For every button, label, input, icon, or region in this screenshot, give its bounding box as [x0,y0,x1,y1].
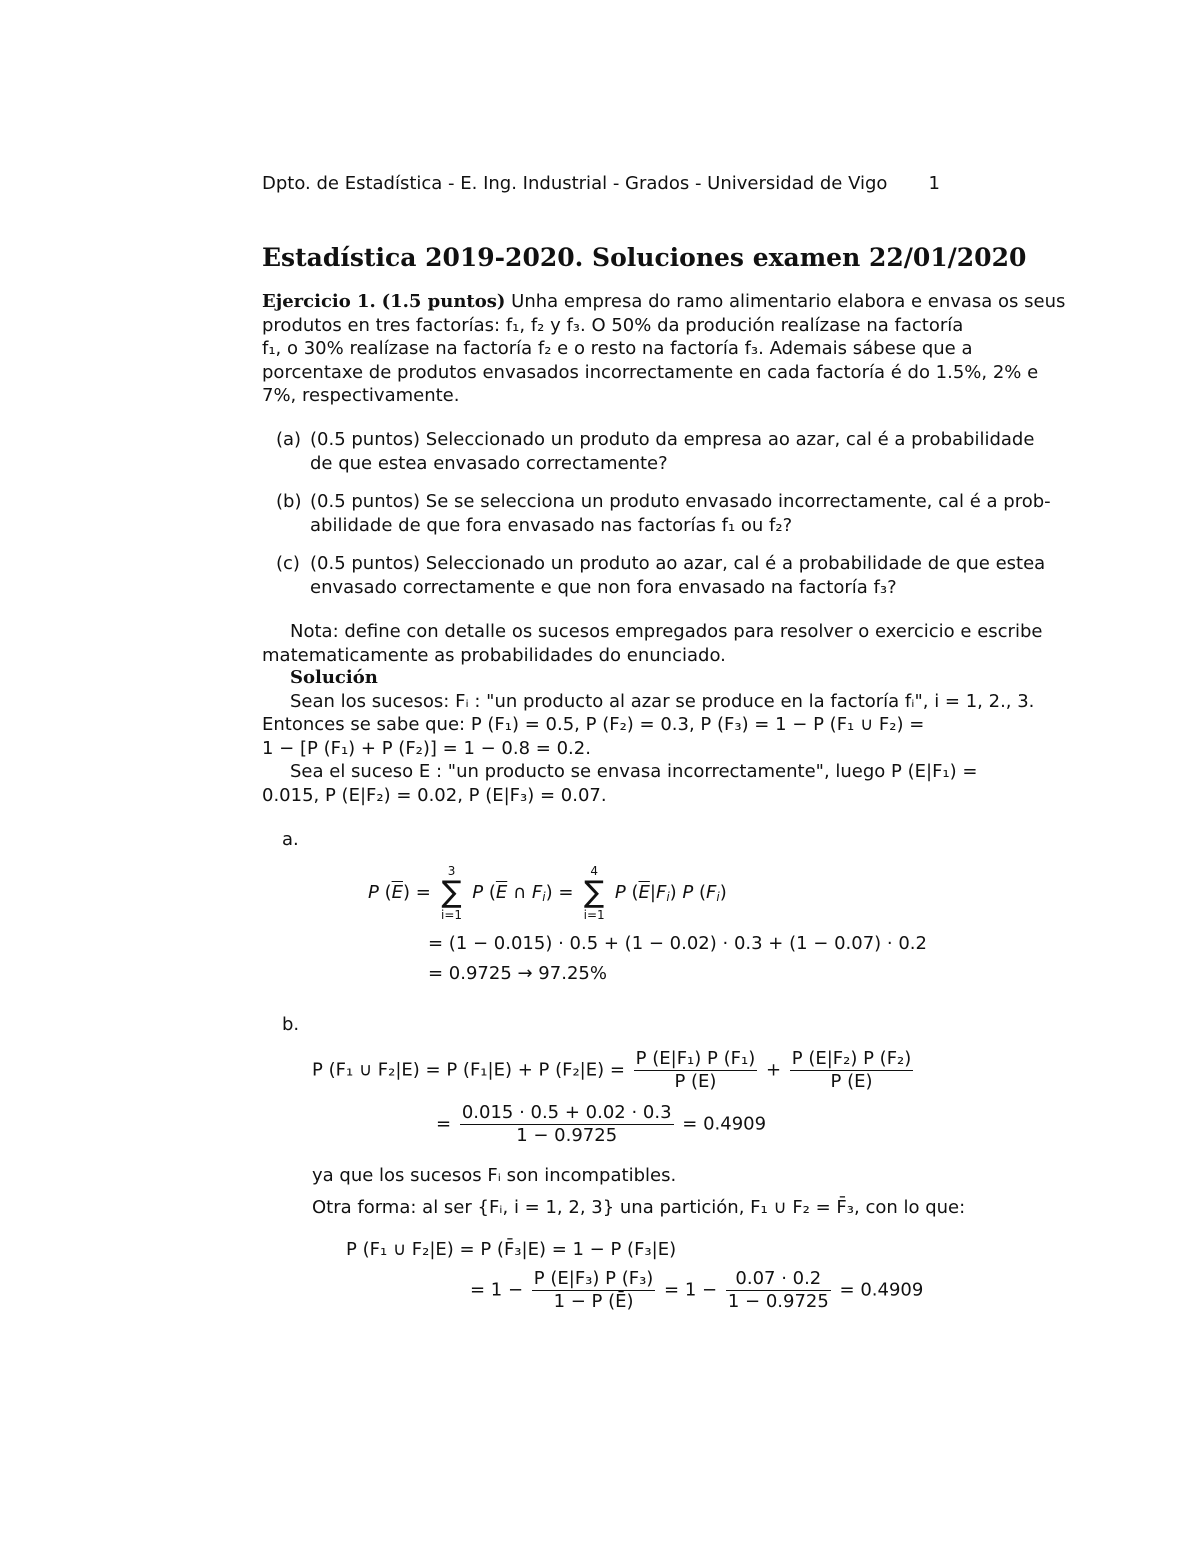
question-item-c [276,552,1046,600]
running-header [262,172,940,196]
sum-symbol: 3 ∑ i=1 [441,864,463,922]
part-b-label: b. [282,1014,300,1035]
statement-line: porcentaxe de produtos envasados incorrectamente en cada factoría é do 1.5%, 2% e [262,361,1039,383]
equation-b-line-1: P (F₁ ∪ F₂|E) = P (F₁|E) + P (F₂|E) = $\frac{\text{P (E|F₁) P (F₁)}}{P (E)}$ + $\frac{\text{P (E|F₂) P (F₂)}}{P (E)}$ [312,1048,912,1092]
equation-a-line-2: = (1 − 0.015) · 0.5 + (1 − 0.02) · 0.3 + (1 − 0.07) · 0.2 [428,933,927,954]
statement-line: produtos en tres factorías: f₁, f₂ y f₃. O 50% da produción realízase na factoría [262,314,964,336]
solution-line: Entonces se sabe que: P (F₁) = 0.5, P (F₂) = 0.3, P (F₃) = 1 − P (F₁ ∪ F₂) = [262,714,925,735]
fraction: $\frac{0.015 \cdot 0.5 + 0.02 \cdot 0.3}{1 - 0.9725}$ [461,1102,672,1146]
item-line: envasado correctamente e que non fora envasado na factoría f₃? [310,576,897,598]
item-line: (0.5 puntos) Seleccionado un produto da empresa ao azar, cal é a probabilidade [310,429,1035,450]
part-b-text-1: ya que los sucesos Fᵢ son incompatibles. [312,1165,677,1186]
item-line: (0.5 puntos) Seleccionado un produto ao azar, cal é a probabilidade de que estea [310,553,1046,574]
solution-line: 1 − [P (F₁) + P (F₂)] = 1 − 0.8 = 0.2. [262,737,591,759]
statement-line: f₁, o 30% realízase na factoría f₂ e o resto na factoría f₃. Ademais sábese que a [262,338,973,359]
equation-b-alt-line-1: P (F₁ ∪ F₂|E) = P (F̄₃|E) = 1 − P (F₃|E) [346,1239,677,1260]
item-label: (c) [276,553,300,574]
equation-a-line-3: = 0.9725 → 97.25% [428,963,607,984]
exercise-points: (1.5 puntos) [381,291,506,312]
page-number: 1 [928,173,940,194]
item-label: (b) [276,491,302,512]
statement-line: Unha empresa do ramo alimentario elabora e envasa os seus [511,291,1066,312]
sum-symbol: 4 ∑ i=1 [583,864,605,922]
equation-b-line-2: = $\frac{0.015 \cdot 0.5 + 0.02 \cdot 0.3}{1 - 0.9725}$ = 0.4909 [436,1102,767,1146]
exercise-note [262,620,1043,667]
equation-b-lhs: P (F₁ ∪ F₂|E) = P (F₁|E) + P (F₂|E) = [312,1059,625,1081]
solution-heading: Solución [290,667,378,688]
fraction: $\frac{\text{P (E|F₃) P (F₃)}}{1 - P (Ē)}$ [533,1268,654,1312]
item-line: abilidade de que fora envasado nas factorías f₁ ou f₂? [310,514,793,536]
equation-b-alt-line-2: = 1 − $\frac{\text{P (E|F₃) P (F₃)}}{1 - P (Ē)}$ = 1 − $\frac{0.07 \cdot 0.2}{1 - 0.9725}$ = 0.4909 [470,1268,924,1312]
item-line: (0.5 puntos) Se se selecciona un produto envasado incorrectamente, cal é a prob- [310,491,1051,512]
note-line: Nota: define con detalle os sucesos empregados para resolver o exercicio e escribe [290,621,1043,642]
running-header-text: Dpto. de Estadística - E. Ing. Industrial - Grados - Universidad de Vigo [262,173,888,194]
solution-block [262,666,1035,807]
item-line: de que estea envasado correctamente? [310,452,668,474]
solution-line: Sea el suceso E : "un producto se envasa incorrectamente", luego P (E|F₁) = [290,761,978,782]
item-label: (a) [276,429,302,450]
fraction: $\frac{\text{P (E|F₁) P (F₁)}}{P (E)}$ [635,1048,756,1092]
fraction: $\frac{0.07 \cdot 0.2}{1 - 0.9725}$ [727,1268,829,1312]
solution-line: Sean los sucesos: Fᵢ : "un producto al azar se produce en la factoría fᵢ", i = 1, 2., 3. [290,690,1035,712]
statement-line: 7%, respectivamente. [262,385,460,406]
equation-a-line-1: P $(\overline{E})$ = 3 ∑ i=1 P ($\overline{E}$ ∩ $F_i$) = 4 ∑ i=1 P $(\overline{E}|F_i)$ P $(F_i)$ [368,864,727,922]
part-a-label: a. [282,829,299,850]
part-b-text-2: Otra forma: al ser {Fᵢ, i = 1, 2, 3} una partición, F₁ ∪ F₂ = F̄₃, con lo que: [312,1197,966,1218]
exercise-line-1 [262,290,1066,314]
note-line: matematicamente as probabilidades do enunciado. [262,644,726,666]
exercise-statement [262,290,1066,408]
question-item-a [276,428,1035,476]
document-title: Estadística 2019-2020. Soluciones examen 22/01/2020 [262,243,1027,272]
solution-line: 0.015, P (E|F₂) = 0.02, P (E|F₃) = 0.07. [262,784,607,806]
fraction: $\frac{\text{P (E|F₂) P (F₂)}}{P (E)}$ [791,1048,912,1092]
exercise-label: Ejercicio 1. [262,291,376,312]
question-item-b [276,490,1051,538]
